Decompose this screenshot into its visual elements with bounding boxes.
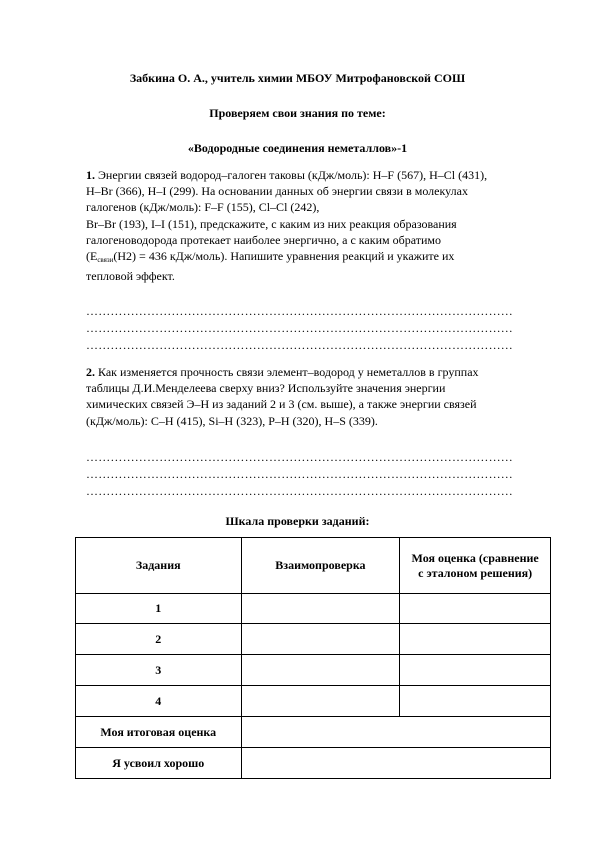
learned-well-row [76, 748, 551, 779]
peer-review-cell[interactable] [241, 686, 400, 717]
final-grade-cell[interactable] [241, 717, 550, 748]
task-number-cell: 3 [76, 655, 242, 686]
task-1-line-5: галогеноводорода протекает наиболее энергично, а с каким обратимо [86, 232, 441, 247]
task-number-cell: 1 [76, 594, 242, 624]
final-grade-row [76, 717, 551, 748]
task-2-line-3: химических связей Э–H из заданий 2 и 3 (см. выше), а также энергии связей [86, 397, 477, 412]
header-peer-review: Взаимопроверка [241, 538, 400, 594]
task-2-number: 2. [86, 365, 95, 379]
table-header-row [76, 538, 551, 594]
author-line: Забкина О. А., учитель химии МБОУ Митрофановской СОШ [129, 71, 466, 85]
topic-title: «Водородные соединения неметаллов»-1 [187, 141, 408, 155]
subscript-bond: связи [97, 256, 114, 265]
task-number-cell: 2 [76, 624, 242, 655]
my-grade-cell[interactable] [400, 655, 551, 686]
table-row [76, 686, 551, 717]
answer-line-2[interactable]: …………………………………………………………………………………………… [86, 321, 513, 335]
answer-line-5[interactable]: …………………………………………………………………………………………… [86, 467, 513, 481]
task-2-line-4: (кДж/моль): C–H (415), Si–H (323), P–H (320), H–S (339). [86, 413, 378, 428]
peer-review-cell[interactable] [241, 594, 400, 624]
my-grade-cell[interactable] [400, 624, 551, 655]
peer-review-cell[interactable] [241, 655, 400, 686]
table-row [76, 594, 551, 624]
my-grade-cell[interactable] [400, 594, 551, 624]
task-1-line-2: H–Br (366), H–I (299). На основании данных об энергии связи в молекулах [86, 184, 468, 199]
check-title: Проверяем свои знания по теме: [209, 106, 386, 120]
answer-line-3[interactable]: …………………………………………………………………………………………… [86, 338, 513, 352]
answer-line-4[interactable]: …………………………………………………………………………………………… [86, 450, 513, 464]
task-1-number: 1. [86, 168, 95, 182]
task-1-line-4: Br–Br (193), I–I (151), предскажите, с каким из них реакция образования [86, 216, 457, 231]
score-table [75, 537, 551, 779]
learned-well-cell[interactable] [241, 748, 550, 779]
answer-line-1[interactable]: …………………………………………………………………………………………… [86, 304, 513, 318]
task-2 [86, 364, 556, 429]
learned-well-label: Я усвоил хорошо [76, 748, 242, 779]
peer-review-cell[interactable] [241, 624, 400, 655]
task-1-line-1: 1. Энергии связей водород–галоген таковы (кДж/моль): H–F (567), H–Cl (431), [86, 168, 488, 182]
table-row [76, 655, 551, 686]
task-1-line-3: галогенов (кДж/моль): F–F (155), Cl–Cl (242), [86, 200, 320, 215]
my-grade-cell[interactable] [400, 686, 551, 717]
task-1 [86, 167, 556, 284]
task-2-line-2: таблицы Д.И.Менделеева сверху вниз? Используйте значения энергии [86, 381, 446, 396]
table-row [76, 624, 551, 655]
answer-line-6[interactable]: …………………………………………………………………………………………… [86, 484, 513, 498]
final-grade-label: Моя итоговая оценка [76, 717, 242, 748]
task-1-line-7: тепловой эффект. [86, 269, 175, 284]
task-number-cell: 4 [76, 686, 242, 717]
task-1-line-6: ($E_{связи}(H2) = 436$ кДж/моль). Напишите уравнения реакций и укажите их [86, 249, 455, 265]
header-my-grade: Моя оценка (сравнение с эталоном решения) [400, 538, 551, 594]
scale-title: Шкала проверки заданий: [225, 514, 370, 528]
header-tasks: Задания [76, 538, 242, 594]
task-2-line-1: 2. Как изменяется прочность связи элемент–водород у неметаллов в группах [86, 365, 479, 379]
